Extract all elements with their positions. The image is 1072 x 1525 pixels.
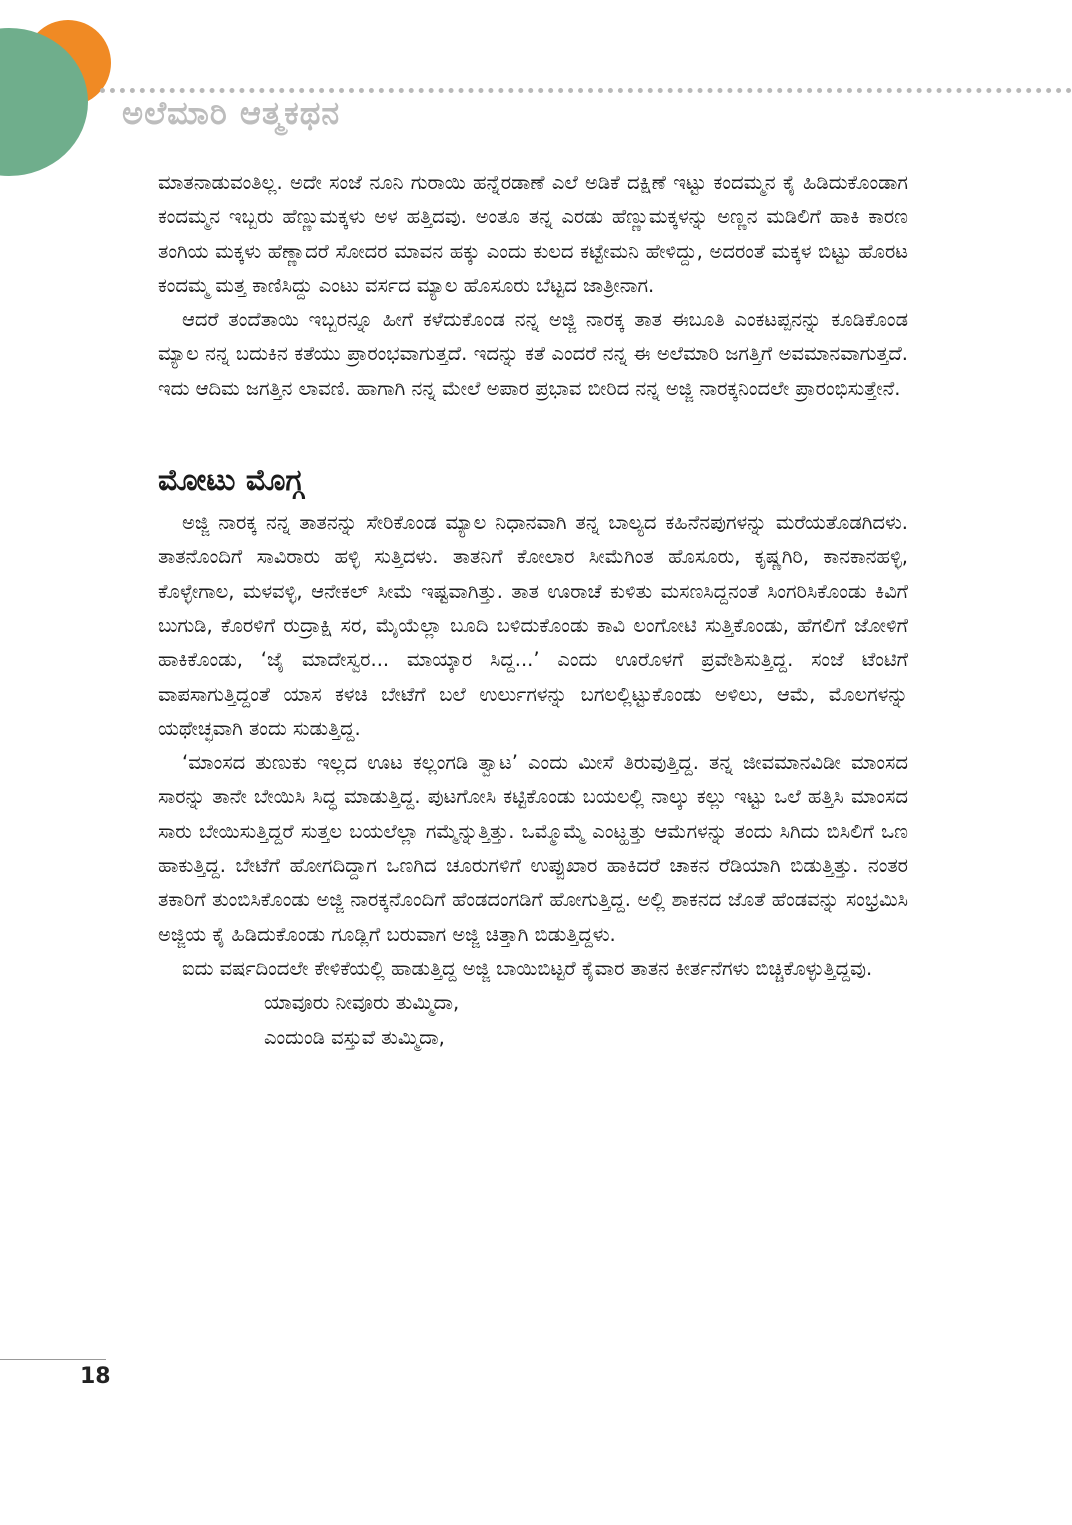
body-paragraph: ಅಜ್ಜಿ ನಾರಕ್ಕ ನನ್ನ ತಾತನನ್ನು ಸೇರಿಕೊಂಡ ಮ್ಯಾಲ ನಿಧಾನವಾಗಿ ತನ್ನ ಬಾಲ್ಯದ ಕಹಿನೆನಪುಗಳನ್ನು ಮರೆಯತೊಡಗಿದಳು. ತಾತನೊಂದಿಗೆ ಸಾವಿರಾರು ಹಳ್ಳಿ ಸುತ್ತಿದಳು. ತಾತನಿಗೆ ಕೋಲಾರ ಸೀಮೆಗಿಂತ ಹೊಸೂರು, ಕೃಷ್ಣಗಿರಿ, ಕಾನಕಾನಹಳ್ಳಿ, ಕೊಳ್ಳೇಗಾಲ, ಮಳವಳ್ಳಿ, ಆನೇಕಲ್ ಸೀಮೆ ಇಷ್ಟವಾಗಿತ್ತು. ತಾತ ಊರಾಚೆ ಕುಳಿತು ಮಸಣಸಿದ್ದನಂತೆ ಸಿಂಗರಿಸಿಕೊಂಡು ಕಿವಿಗೆ ಬುಗುಡಿ, ಕೊರಳಿಗೆ ರುದ್ರಾಕ್ಷಿ ಸರ, ಮೈಯೆಲ್ಲಾ ಬೂದಿ ಬಳಿದುಕೊಂಡು ಕಾವಿ ಲಂಗೋಟಿ ಸುತ್ತಿಕೊಂಡು, ಹೆಗಲಿಗೆ ಜೋಳಿಗೆ ಹಾಕಿಕೊಂಡು, ‘ಜೈ ಮಾದೇಸ್ವರ... ಮಾಯ್ಕಾರ ಸಿದ್ದ...’ ಎಂದು ಊರೊಳಗೆ ಪ್ರವೇಶಿಸುತ್ತಿದ್ದ. ಸಂಜೆ ಟೆಂಟಿಗೆ ವಾಪಸಾಗುತ್ತಿದ್ದಂತೆ ಯಾಸ ಕಳಚಿ ಬೇಟೆಗೆ ಬಲೆ ಉರ್ಲುಗಳನ್ನು ಬಗಲಲ್ಲಿಟ್ಟುಕೊಂಡು ಅಳಿಲು, ಆಮೆ, ಮೊಲಗಳನ್ನು ಯಥೇಚ್ಛವಾಗಿ ತಂದು ಸುಡುತ್ತಿದ್ದ. — [158, 511, 908, 740]
verse-line: ಯಾವೂರು ನೀವೂರು ತುಮ್ಮಿದಾ, — [264, 991, 460, 1015]
page-body — [158, 166, 908, 1055]
body-paragraph: ಐದು ವರ್ಷದಿಂದಲೇ ಕೇಳಿಕೆಯಲ್ಲಿ ಹಾಡುತ್ತಿದ್ದ ಅಜ್ಜಿ ಬಾಯಿಬಿಟ್ಟರೆ ಕೈವಾರ ತಾತನ ಕೀರ್ತನೆಗಳು ಬಿಚ್ಚಿಕೊಳ್ಳುತ್ತಿದ್ದವು. — [182, 956, 873, 980]
page-number: 18 — [80, 1364, 111, 1389]
body-paragraph: ಮಾತನಾಡುವಂತಿಲ್ಲ. ಅದೇ ಸಂಜೆ ನೂನಿ ಗುರಾಯಿ ಹನ್ನೆರಡಾಣೆ ಎಲೆ ಅಡಿಕೆ ದಕ್ಷಿಣೆ ಇಟ್ಟು ಕಂದಮ್ಮನ ಕೈ ಹಿಡಿದುಕೊಂಡಾಗ ಕಂದಮ್ಮನ ಇಬ್ಬರು ಹೆಣ್ಣುಮಕ್ಕಳು ಅಳ ಹತ್ತಿದವು. ಅಂತೂ ತನ್ನ ಎರಡು ಹೆಣ್ಣುಮಕ್ಕಳನ್ನು ಅಣ್ಣನ ಮಡಿಲಿಗೆ ಹಾಕಿ ಕಾರಣ ತಂಗಿಯ ಮಕ್ಕಳು ಹೆಣ್ಣಾದರೆ ಸೋದರ ಮಾವನ ಹಕ್ಕು ಎಂದು ಕುಲದ ಕಟ್ಟೇಮನಿ ಹೇಳಿದ್ದು, ಅದರಂತೆ ಮಕ್ಕಳ ಬಿಟ್ಟು ಹೊರಟ ಕಂದಮ್ಮ ಮತ್ತ ಕಾಣಿಸಿದ್ದು ಎಂಟು ವರ್ಸದ ಮ್ಯಾಲ ಹೊಸೂರು ಬೆಟ್ಟದ ಜಾತ್ರೀನಾಗ. — [158, 171, 908, 297]
body-paragraph: ಆದರೆ ತಂದೆತಾಯಿ ಇಬ್ಬರನ್ನೂ ಹೀಗೆ ಕಳೆದುಕೊಂಡ ನನ್ನ ಅಜ್ಜಿ ನಾರಕ್ಕ ತಾತ ಈಬೂತಿ ಎಂಕಟಪ್ಪನನ್ನು ಕೂಡಿಕೊಂಡ ಮ್ಯಾಲ ನನ್ನ ಬದುಕಿನ ಕತೆಯು ಪ್ರಾರಂಭವಾಗುತ್ತದೆ. ಇದನ್ನು ಕತೆ ಎಂದರೆ ನನ್ನ ಈ ಅಲೆಮಾರಿ ಜಗತ್ತಿಗೆ ಅವಮಾನವಾಗುತ್ತದೆ. ಇದು ಆದಿಮ ಜಗತ್ತಿನ ಲಾವಣಿ. ಹಾಗಾಗಿ ನನ್ನ ಮೇಲೆ ಅಪಾರ ಪ್ರಭಾವ ಬೀರಿದ ನನ್ನ ಅಜ್ಜಿ ನಾರಕ್ಕನಿಂದಲೇ ಪ್ರಾರಂಭಿಸುತ್ತೇನೆ. — [158, 308, 908, 400]
body-paragraph: ‘ಮಾಂಸದ ತುಣುಕು ಇಲ್ಲದ ಊಟ ಕಲ್ಲಂಗಡಿ ತ್ವಾಟ’ ಎಂದು ಮೀಸೆ ತಿರುವುತ್ತಿದ್ದ. ತನ್ನ ಜೀವಮಾನವಿಡೀ ಮಾಂಸದ ಸಾರನ್ನು ತಾನೇ ಬೇಯಿಸಿ ಸಿದ್ಧ ಮಾಡುತ್ತಿದ್ದ. ಪುಟಗೋಸಿ ಕಟ್ಟಿಕೊಂಡು ಬಯಲಲ್ಲಿ ನಾಲ್ಕು ಕಲ್ಲು ಇಟ್ಟು ಒಲೆ ಹತ್ತಿಸಿ ಮಾಂಸದ ಸಾರು ಬೇಯಿಸುತ್ತಿದ್ದರೆ ಸುತ್ತಲ ಬಯಲೆಲ್ಲಾ ಗಮ್ಮೆನ್ನುತ್ತಿತ್ತು. ಒಮ್ಮೊಮ್ಮೆ ಎಂಟ್ಹತ್ತು ಆಮೆಗಳನ್ನು ತಂದು ಸಿಗಿದು ಬಿಸಿಲಿಗೆ ಒಣ ಹಾಕುತ್ತಿದ್ದ. ಬೇಟೆಗೆ ಹೋಗದಿದ್ದಾಗ ಒಣಗಿದ ಚೂರುಗಳಿಗೆ ಉಪ್ಪುಖಾರ ಹಾಕಿದರೆ ಚಾಕನ ರೆಡಿಯಾಗಿ ಬಿಡುತ್ತಿತ್ತು. ನಂತರ ತಕಾರಿಗೆ ತುಂಬಿಸಿಕೊಂಡು ಅಜ್ಜಿ ನಾರಕ್ಕನೊಂದಿಗೆ ಹೆಂಡದಂಗಡಿಗೆ ಹೋಗುತ್ತಿದ್ದ. ಅಲ್ಲಿ ಶಾಕನದ ಜೊತೆ ಹೆಂಡವನ್ನು ಸಂಭ್ರಮಿಸಿ ಅಜ್ಜಿಯ ಕೈ ಹಿಡಿದುಕೊಂಡು ಗೂಡ್ಲಿಗೆ ಬರುವಾಗ ಅಜ್ಜಿ ಚಿತ್ತಾಗಿ ಬಿಡುತ್ತಿದ್ದಳು. — [158, 751, 908, 946]
header-dotted-rule — [100, 88, 1072, 93]
footer-rule — [0, 1359, 106, 1360]
verse-line: ಎಂದುಂಡಿ ವಸ್ತುವೆ ತುಮ್ಮಿದಾ, — [264, 1025, 445, 1049]
section-heading: ಮೋಟು ಮೊಗ್ಗ — [158, 463, 304, 499]
verse-block — [158, 986, 908, 1055]
running-title: ಅಲೆಮಾರಿ ಆತ್ಮಕಥನ — [122, 94, 341, 132]
